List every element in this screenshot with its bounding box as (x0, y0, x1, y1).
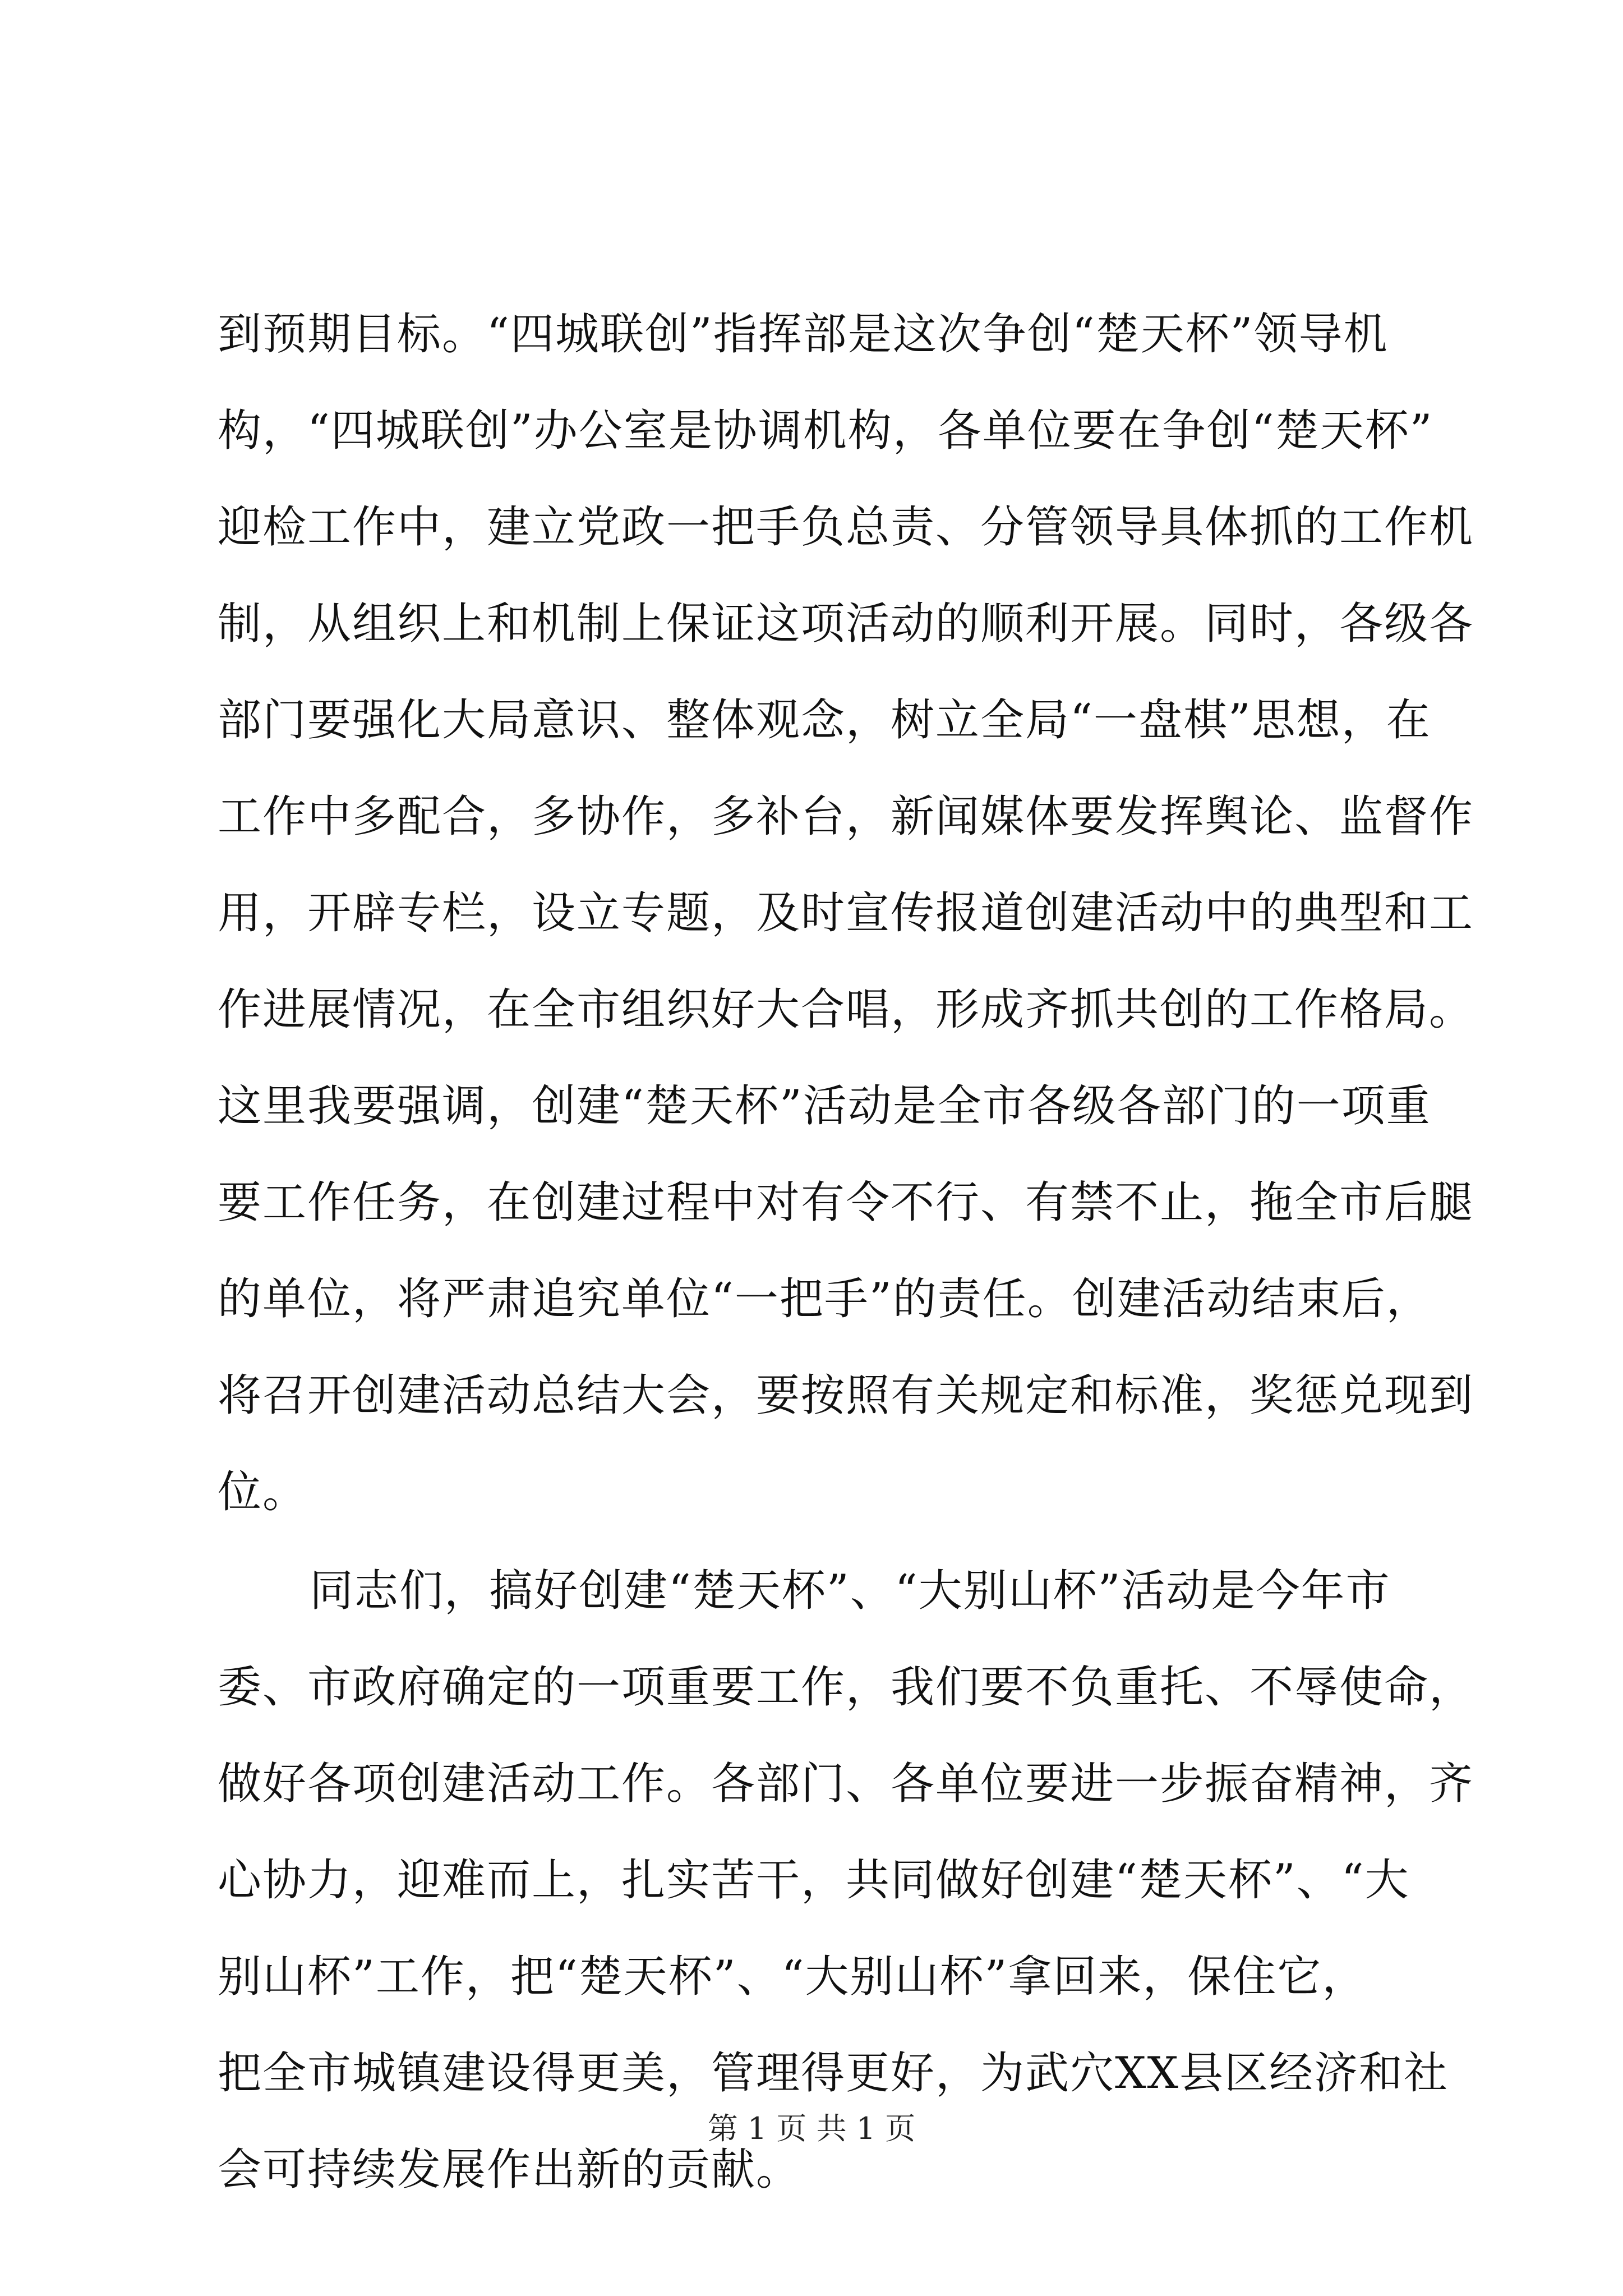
paragraph-1 (218, 286, 1474, 1540)
text-line: 部门要强化大局意识、整体观念，树立全局“一盘棋”思想，在 (218, 695, 1431, 746)
text-line: 制，从组织上和机制上保证这项活动的顺利开展。同时，各级各 (218, 599, 1474, 649)
text-line: 将召开创建活动总结大会，要按照有关规定和标准，奖惩兑现到 (218, 1370, 1474, 1421)
text-line: 同志们，搞好创建“楚天杯”、“大别山杯”活动是今年市 (310, 1566, 1391, 1616)
text-line: 会可持续发展作出新的贡献。 (218, 2145, 801, 2195)
text-line: 作进展情况，在全市组织好大合唱，形成齐抓共创的工作格局。 (218, 984, 1474, 1035)
text-line: 到预期目标。“四城联创”指挥部是这次争创“楚天杯”领导机 (218, 309, 1389, 360)
text-line: 构，“四城联创”办公室是协调机构，各单位要在争创“楚天杯” (218, 406, 1433, 456)
text-line: 要工作任务，在创建过程中对有令不行、有禁不止，拖全市后腿 (218, 1177, 1474, 1228)
text-line: 做好各项创建活动工作。各部门、各单位要进一步振奋精神，齐 (218, 1759, 1474, 1809)
text-line: 别山杯”工作，把“楚天杯”、“大别山杯”拿回来，保住它， (218, 1952, 1367, 2002)
text-line: 委、市政府确定的一项重要工作，我们要不负重托、不辱使命， (218, 1662, 1474, 1713)
text-line: 把全市城镇建设得更美，管理得更好，为武穴XX县区经济和社 (218, 2048, 1449, 2099)
document-body (218, 286, 1474, 2218)
page-footer: 第 1 页 共 1 页 (707, 2111, 916, 2146)
text-line: 位。 (218, 1467, 308, 1517)
text-line: 用，开辟专栏，设立专题，及时宣传报道创建活动中的典型和工 (218, 888, 1474, 938)
text-line: 工作中多配合，多协作，多补台，新闻媒体要发挥舆论、监督作 (218, 792, 1474, 842)
text-line: 这里我要强调，创建“楚天杯”活动是全市各级各部门的一项重 (218, 1081, 1431, 1131)
text-line: 的单位，将严肃追究单位“一把手”的责任。创建活动结束后， (218, 1274, 1431, 1324)
text-line: 心协力，迎难而上，扎实苦干，共同做好创建“楚天杯”、“大 (218, 1855, 1410, 1906)
text-line: 迎检工作中，建立党政一把手负总责、分管领导具体抓的工作机 (218, 502, 1474, 553)
